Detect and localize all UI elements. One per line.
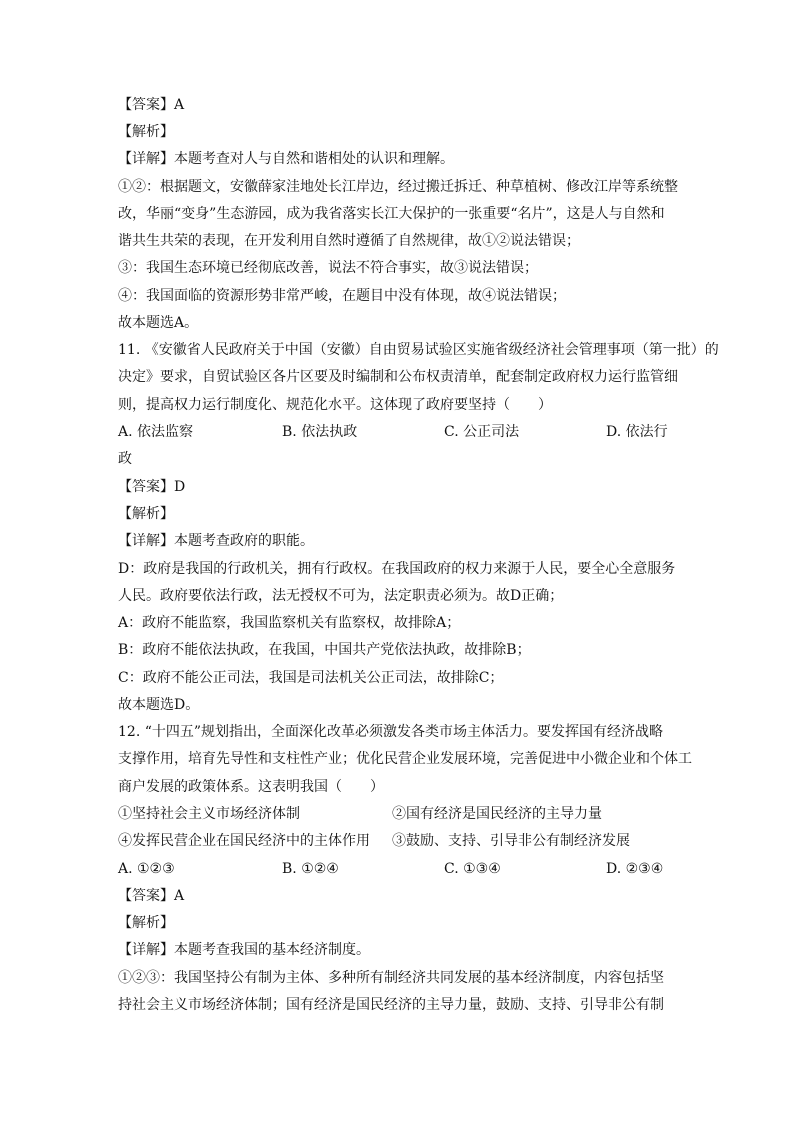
q12-explanation-line: ①②③：我国坚持公有制为主体、多种所有制经济共同发展的基本经济制度，内容包括坚 — [118, 970, 664, 986]
q12-statement-4: ④发挥民营企业在国民经济中的主体作用 — [118, 833, 370, 849]
q11-stem-line: 则，提高权力运行制度化、规范化水平。这体现了政府要坚持（ ） — [118, 397, 552, 413]
q12-answer: 【答案】A — [118, 888, 185, 904]
q11-option-c: C. 公正司法 — [444, 424, 520, 440]
q12-option-d: D. ②③④ — [606, 861, 664, 877]
q10-explanation-line: ①②：根据题文，安徽薛家洼地处长江岸边，经过搬迁拆迁、种草植树、修改江岸等系统整 — [118, 179, 678, 195]
q10-explanation-line: ④：我国面临的资源形势非常严峻，在题目中没有体现，故④说法错误； — [118, 288, 566, 304]
q10-conclusion: 故本题选A。 — [118, 315, 199, 331]
q10-explanation-line: 谐共生共荣的表现，在开发利用自然时遵循了自然规律，故①②说法错误； — [118, 233, 580, 249]
q10-detail-heading: 【详解】本题考查对人与自然和谐相处的认识和理解。 — [118, 151, 454, 167]
q12-stem-line: 12. “十四五”规划指出，全面深化改革必须激发各类市场主体活力。要发挥国有经济战略 — [118, 724, 664, 740]
q11-explanation-line: 人民。政府要依法行政，法无授权不可为，法定职责必须为。故D正确； — [118, 588, 564, 604]
q12-detail-heading: 【详解】本题考查我国的基本经济制度。 — [118, 942, 370, 958]
q10-explanation-line: 改，华丽“变身”生态游园，成为我省落实长江大保护的一张重要“名片”，这是人与自然和 — [118, 206, 665, 222]
q12-option-b: B. ①②④ — [282, 861, 339, 877]
q11-explanation-line: B：政府不能依法执政，在我国，中国共产党依法执政，故排除B； — [118, 642, 531, 658]
q11-option-d-wrap: 政 — [118, 451, 132, 467]
q12-option-a: A. ①②③ — [118, 861, 175, 877]
q11-option-d: D. 依法行 — [606, 424, 668, 440]
q12-statement-2: ②国有经济是国民经济的主导力量 — [392, 806, 602, 822]
q10-explanation-line: ③：我国生态环境已经彻底改善，说法不符合事实，故③说法错误； — [118, 260, 538, 276]
q11-stem-line: 决定》要求，自贸试验区各片区要及时编制和公布权责清单，配套制定政府权力运行监管细 — [118, 369, 678, 385]
q10-answer: 【答案】A — [118, 97, 185, 113]
q11-analysis-heading: 【解析】 — [118, 506, 174, 522]
q11-option-a: A. 依法监察 — [118, 424, 194, 440]
q11-conclusion: 故本题选D。 — [118, 697, 200, 713]
q12-analysis-heading: 【解析】 — [118, 915, 174, 931]
q11-option-b: B. 依法执政 — [282, 424, 358, 440]
q11-explanation-line: A：政府不能监察，我国监察机关有监察权，故排除A； — [118, 615, 461, 631]
q11-answer: 【答案】D — [118, 479, 186, 495]
q12-stem-line: 商户发展的政策体系。这表明我国（ ） — [118, 779, 384, 795]
q11-explanation-line: C：政府不能公正司法，我国是司法机关公正司法，故排除C； — [118, 670, 504, 686]
q11-explanation-line: D：政府是我国的行政机关，拥有行政权。在我国政府的权力来源于人民，要全心全意服务 — [118, 561, 676, 577]
q11-detail-heading: 【详解】本题考查政府的职能。 — [118, 533, 314, 549]
q10-analysis-heading: 【解析】 — [118, 124, 174, 140]
q12-statement-3: ③鼓励、支持、引导非公有制经济发展 — [392, 833, 630, 849]
q12-statement-1: ①坚持社会主义市场经济体制 — [118, 806, 300, 822]
q11-stem-line: 11. 《安徽省人民政府关于中国（安徽）自由贸易试验区实施省级经济社会管理事项（第一批）的 — [118, 342, 719, 358]
q12-option-c: C. ①③④ — [444, 861, 501, 877]
q12-explanation-line: 持社会主义市场经济体制；国有经济是国民经济的主导力量，鼓励、支持、引导非公有制 — [118, 997, 664, 1013]
q12-stem-line: 支撑作用，培育先导性和支柱性产业；优化民营企业发展环境，完善促进中小微企业和个体工 — [118, 751, 692, 767]
